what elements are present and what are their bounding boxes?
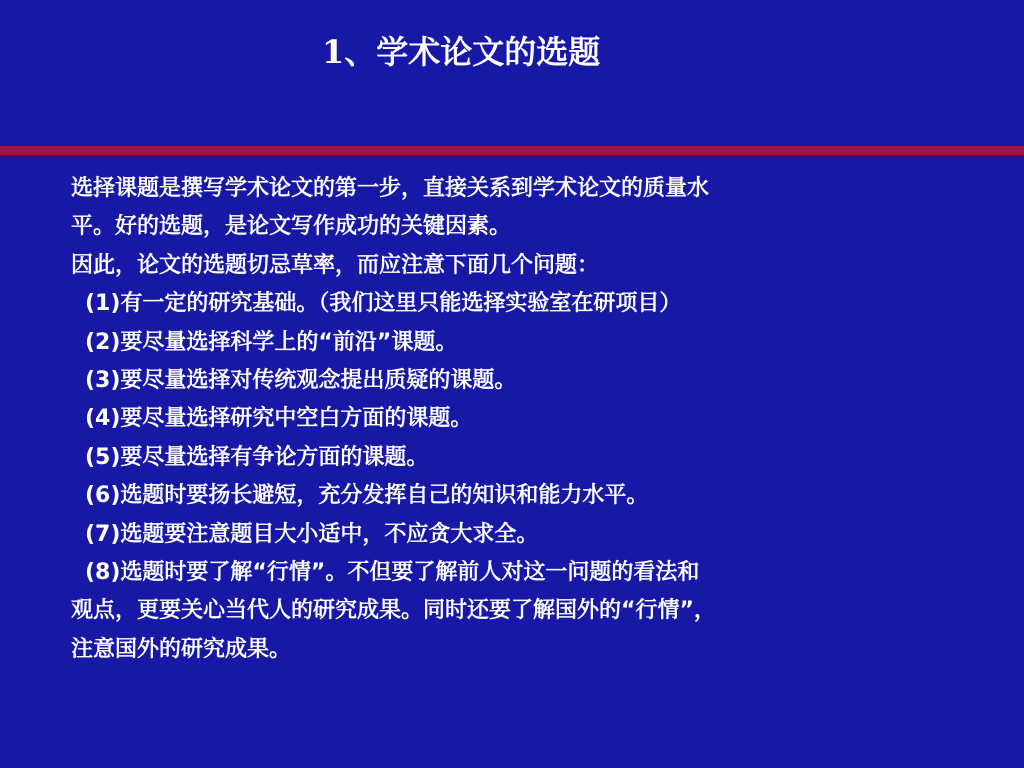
list-item-4: (4)要尽量选择研究中空白方面的课题。 xyxy=(85,406,473,432)
slide-body xyxy=(71,170,951,669)
slide-title: 1、学术论文的选题 xyxy=(322,33,601,71)
list-item-1: (1)有一定的研究基础。（我们这里只能选择实验室在研项目） xyxy=(85,291,682,317)
divider-rule xyxy=(0,146,1024,155)
list-item-2: (2)要尽量选择科学上的“前沿”课题。 xyxy=(85,329,458,355)
body-line: 选择课题是撰写学术论文的第一步，直接关系到学术论文的质量水 xyxy=(71,176,710,201)
body-line: 平。好的选题，是论文写作成功的关键因素。 xyxy=(71,214,512,240)
list-item-6: (6)选题时要扬长避短，充分发挥自己的知识和能力水平。 xyxy=(85,483,649,509)
body-line: 观点，更要关心当代人的研究成果。同时还要了解国外的“行情”， xyxy=(71,598,716,624)
list-item-3: (3)要尽量选择对传统观念提出质疑的课题。 xyxy=(85,367,517,393)
list-item-5: (5)要尽量选择有争论方面的课题。 xyxy=(85,444,429,470)
list-item-7: (7)选题要注意题目大小适中，不应贪大求全。 xyxy=(85,521,539,547)
list-item-8: (8)选题时要了解“行情”。不但要了解前人对这一问题的看法和 xyxy=(85,559,700,585)
body-line: 注意国外的研究成果。 xyxy=(71,636,292,662)
body-line: 因此，论文的选题切忌草率，而应注意下面几个问题： xyxy=(71,252,600,278)
